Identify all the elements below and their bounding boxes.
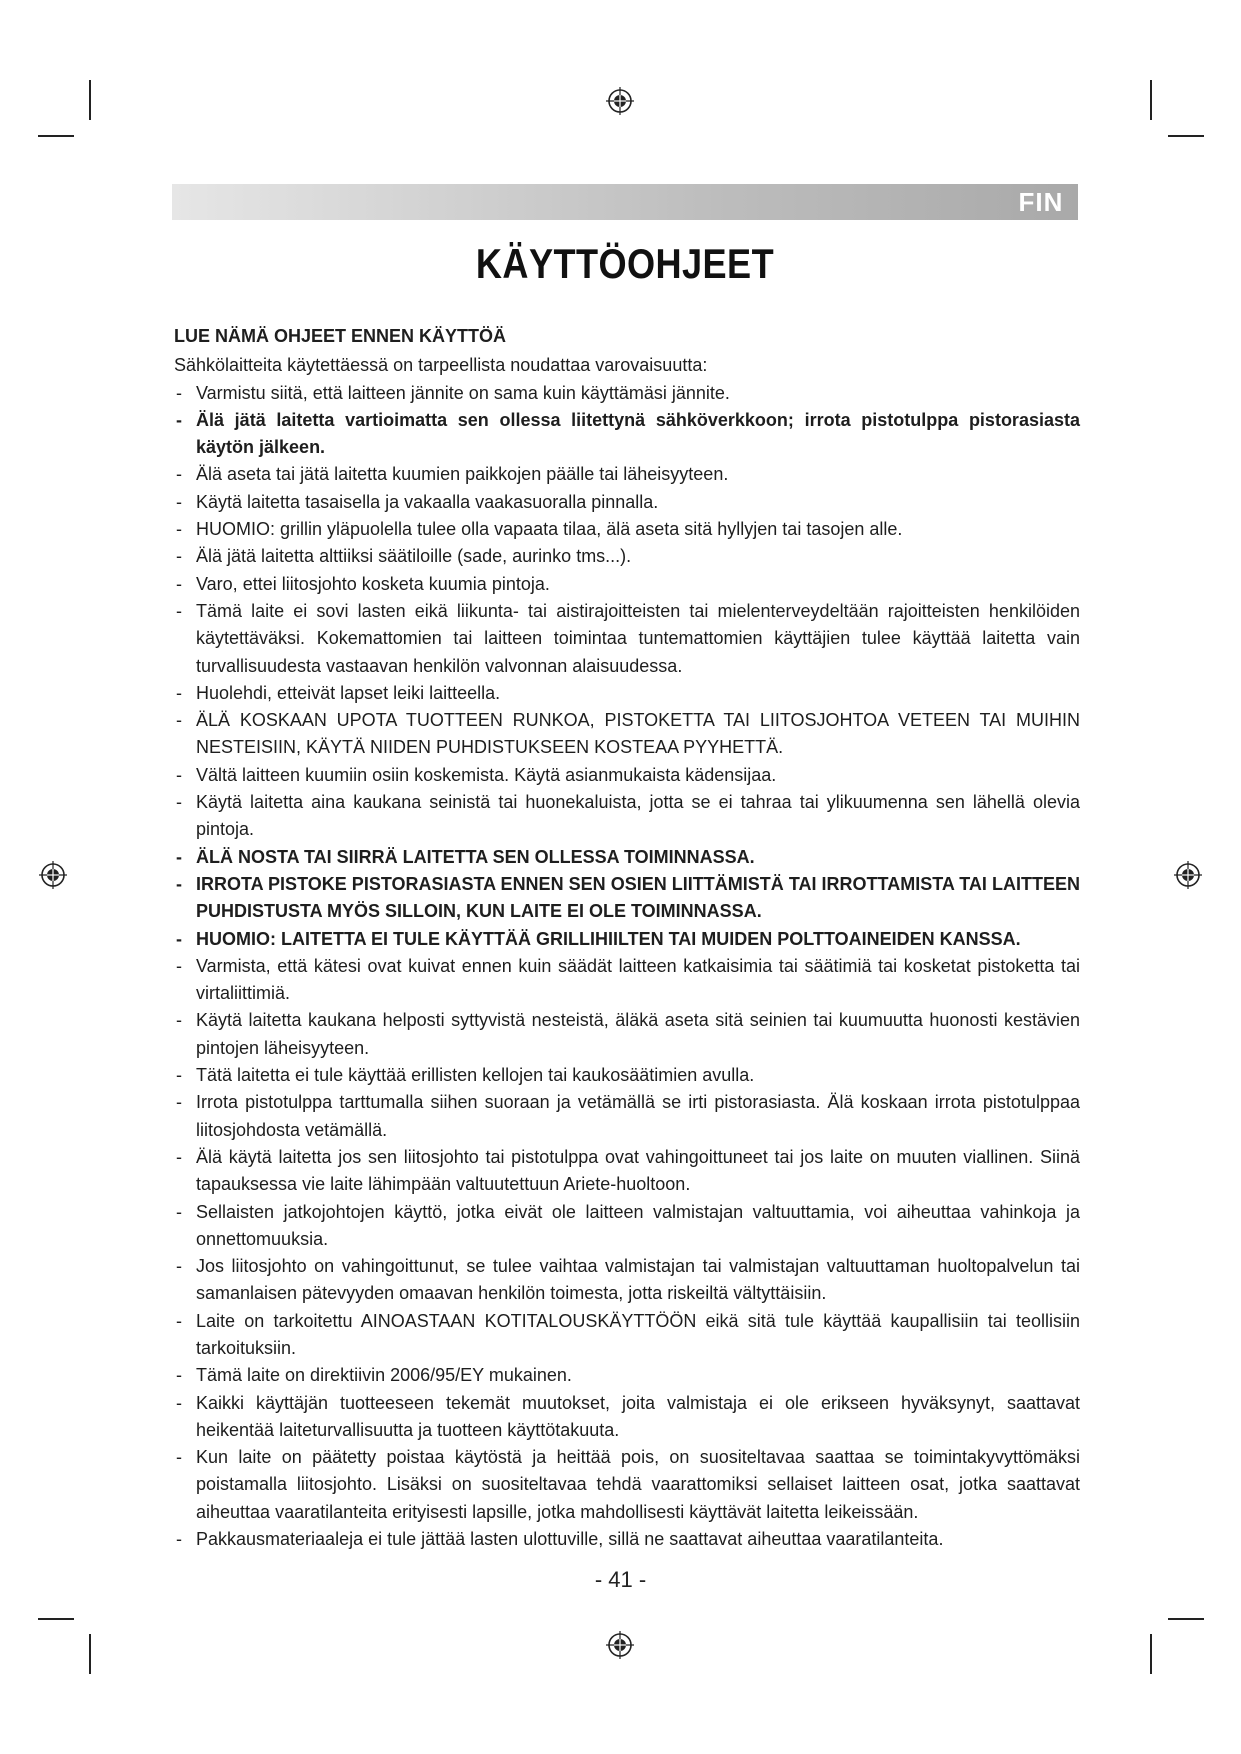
rule-item: - Tätä laitetta ei tule käyttää erillisten kellojen tai kaukosäätimien avulla. — [174, 1062, 1080, 1089]
rule-item: - Varo, ettei liitosjohto kosketa kuumia pintoja. — [174, 571, 1080, 598]
safety-rules-list — [174, 380, 1080, 1554]
registration-mark-icon — [38, 860, 68, 890]
rule-item: - HUOMIO: LAITETTA EI TULE KÄYTTÄÄ GRILLIHIILTEN TAI MUIDEN POLTTOAINEIDEN KANSSA. — [174, 926, 1080, 953]
registration-mark-icon — [605, 1630, 635, 1660]
section-heading: LUE NÄMÄ OHJEET ENNEN KÄYTTÖÄ — [174, 326, 507, 346]
rule-item: - Laite on tarkoitettu AINOASTAAN KOTITALOUSKÄYTTÖÖN eikä sitä tule käyttää kaupallisiin tai teollisiin tarkoituksiin. — [174, 1308, 1080, 1363]
rule-item: - Kaikki käyttäjän tuotteeseen tekemät muutokset, joita valmistaja ei ole erikseen hyväksynyt, saattavat heikentää laiteturvallisuutta ja tuotteen käyttötakuuta. — [174, 1390, 1080, 1445]
rule-item: - Käytä laitetta aina kaukana seinistä tai huonekaluista, jotta se ei tahraa tai ylikuumenna sen lähellä olevia pintoja. — [174, 789, 1080, 844]
rule-item: - HUOMIO: grillin yläpuolella tulee olla vapaata tilaa, älä aseta sitä hyllyjen tai tasojen alle. — [174, 516, 1080, 543]
crop-mark-top-left-v — [89, 80, 91, 120]
page-title: KÄYTTÖOHJEET — [475, 240, 775, 287]
rule-item: - Sellaisten jatkojohtojen käyttö, jotka eivät ole laitteen valmistajan valtuuttamia, voi aiheuttaa vahinkoja ja onnettomuuksia. — [174, 1199, 1080, 1254]
rule-item: - ÄLÄ KOSKAAN UPOTA TUOTTEEN RUNKOA, PISTOKETTA TAI LIITOSJOHTOA VETEEN TAI MUIHIN NESTEISIIN, KÄYTÄ NIIDEN PUHDISTUKSEEN KOSTEAA PYYHETTÄ. — [174, 707, 1080, 762]
language-tab: FIN — [1018, 187, 1064, 217]
crop-mark-top-right-v — [1150, 80, 1152, 120]
crop-mark-bottom-right-v — [1150, 1634, 1152, 1674]
rule-item: - Kun laite on päätetty poistaa käytöstä ja heittää pois, on suositeltavaa saattaa se toimintakyvyttömäksi poistamalla liitosjohto. Lisäksi on suositeltavaa tehdä vaarattomiksi sellaiset laitteen osat, jotka saattavat aiheuttaa vaaratilanteita erityisesti lapsille, jotka mahdollisesti käyttävät laitetta leikeissään. — [174, 1444, 1080, 1526]
registration-mark-icon — [605, 86, 635, 116]
rule-item: - Älä käytä laitetta jos sen liitosjohto tai pistotulppa ovat vahingoittuneet tai jos laite on muuten viallinen. Siinä tapauksessa vie laite lähimpään valtuutettuun Ariete-huoltoon. — [174, 1144, 1080, 1199]
rule-item: - Älä jätä laitetta vartioimatta sen ollessa liitettynä sähköverkkoon; irrota pistotulppa pistorasiasta käytön jälkeen. — [174, 407, 1080, 462]
page-number: - 41 - — [594, 1567, 647, 1592]
rule-item: - Tämä laite on direktiivin 2006/95/EY mukainen. — [174, 1362, 1080, 1389]
header-band — [172, 184, 1078, 220]
crop-mark-bottom-right-h — [1168, 1618, 1204, 1620]
rule-item: - Älä jätä laitetta alttiiksi säätiloille (sade, aurinko tms...). — [174, 543, 1080, 570]
rule-item: - Varmistu siitä, että laitteen jännite on sama kuin käyttämäsi jännite. — [174, 380, 1080, 407]
registration-mark-icon — [1173, 860, 1203, 890]
section-intro: Sähkölaitteita käytettäessä on tarpeellista noudattaa varovaisuutta: — [174, 355, 708, 376]
rule-item: - Jos liitosjohto on vahingoittunut, se tulee vaihtaa valmistajan tai valmistajan valtuuttaman huoltopalvelun tai samanlaisen pätevyyden omaavan henkilön toimesta, jotta riskeiltä vältyttäisiin. — [174, 1253, 1080, 1308]
crop-mark-top-left-h — [38, 135, 74, 137]
rule-item: - Huolehdi, etteivät lapset leiki laitteella. — [174, 680, 1080, 707]
rule-item: - IRROTA PISTOKE PISTORASIASTA ENNEN SEN OSIEN LIITTÄMISTÄ TAI IRROTTAMISTA TAI LAITTEEN PUHDISTUSTA MYÖS SILLOIN, KUN LAITE EI OLE TOIMINNASSA. — [174, 871, 1080, 926]
crop-mark-bottom-left-v — [89, 1634, 91, 1674]
rule-item: - Käytä laitetta kaukana helposti syttyvistä nesteistä, äläkä aseta sitä seinien tai kuumuutta huonosti kestävien pintojen läheisyyteen. — [174, 1007, 1080, 1062]
rule-item: - Varmista, että kätesi ovat kuivat ennen kuin säädät laitteen katkaisimia tai säätimiä tai kosketat pistoketta tai virtaliittimiä. — [174, 953, 1080, 1008]
crop-mark-top-right-h — [1168, 135, 1204, 137]
rule-item: - Käytä laitetta tasaisella ja vakaalla vaakasuoralla pinnalla. — [174, 489, 1080, 516]
rule-item: - Vältä laitteen kuumiin osiin koskemista. Käytä asianmukaista kädensijaa. — [174, 762, 1080, 789]
rule-item: - Pakkausmateriaaleja ei tule jättää lasten ulottuville, sillä ne saattavat aiheuttaa vaaratilanteita. — [174, 1526, 1080, 1553]
instructions-body — [174, 323, 1080, 1553]
crop-mark-bottom-left-h — [38, 1618, 74, 1620]
rule-item: - Tämä laite ei sovi lasten eikä liikunta- tai aistirajoitteisten tai mielenterveydeltään rajoitteisten henkilöiden käytettäväksi. Kokemattomien tai laitteen toimintaa tuntemattomien käyttäjien tulee käyttää laitetta vain turvallisuudesta vastaavan henkilön valvonnan alaisuudessa. — [174, 598, 1080, 680]
rule-item: - ÄLÄ NOSTA TAI SIIRRÄ LAITETTA SEN OLLESSA TOIMINNASSA. — [174, 844, 1080, 871]
rule-item: - Irrota pistotulppa tarttumalla siihen suoraan ja vetämällä se irti pistorasiasta. Älä koskaan irrota pistotulppaa liitosjohdosta vetämällä. — [174, 1089, 1080, 1144]
rule-item: - Älä aseta tai jätä laitetta kuumien paikkojen päälle tai läheisyyteen. — [174, 461, 1080, 488]
